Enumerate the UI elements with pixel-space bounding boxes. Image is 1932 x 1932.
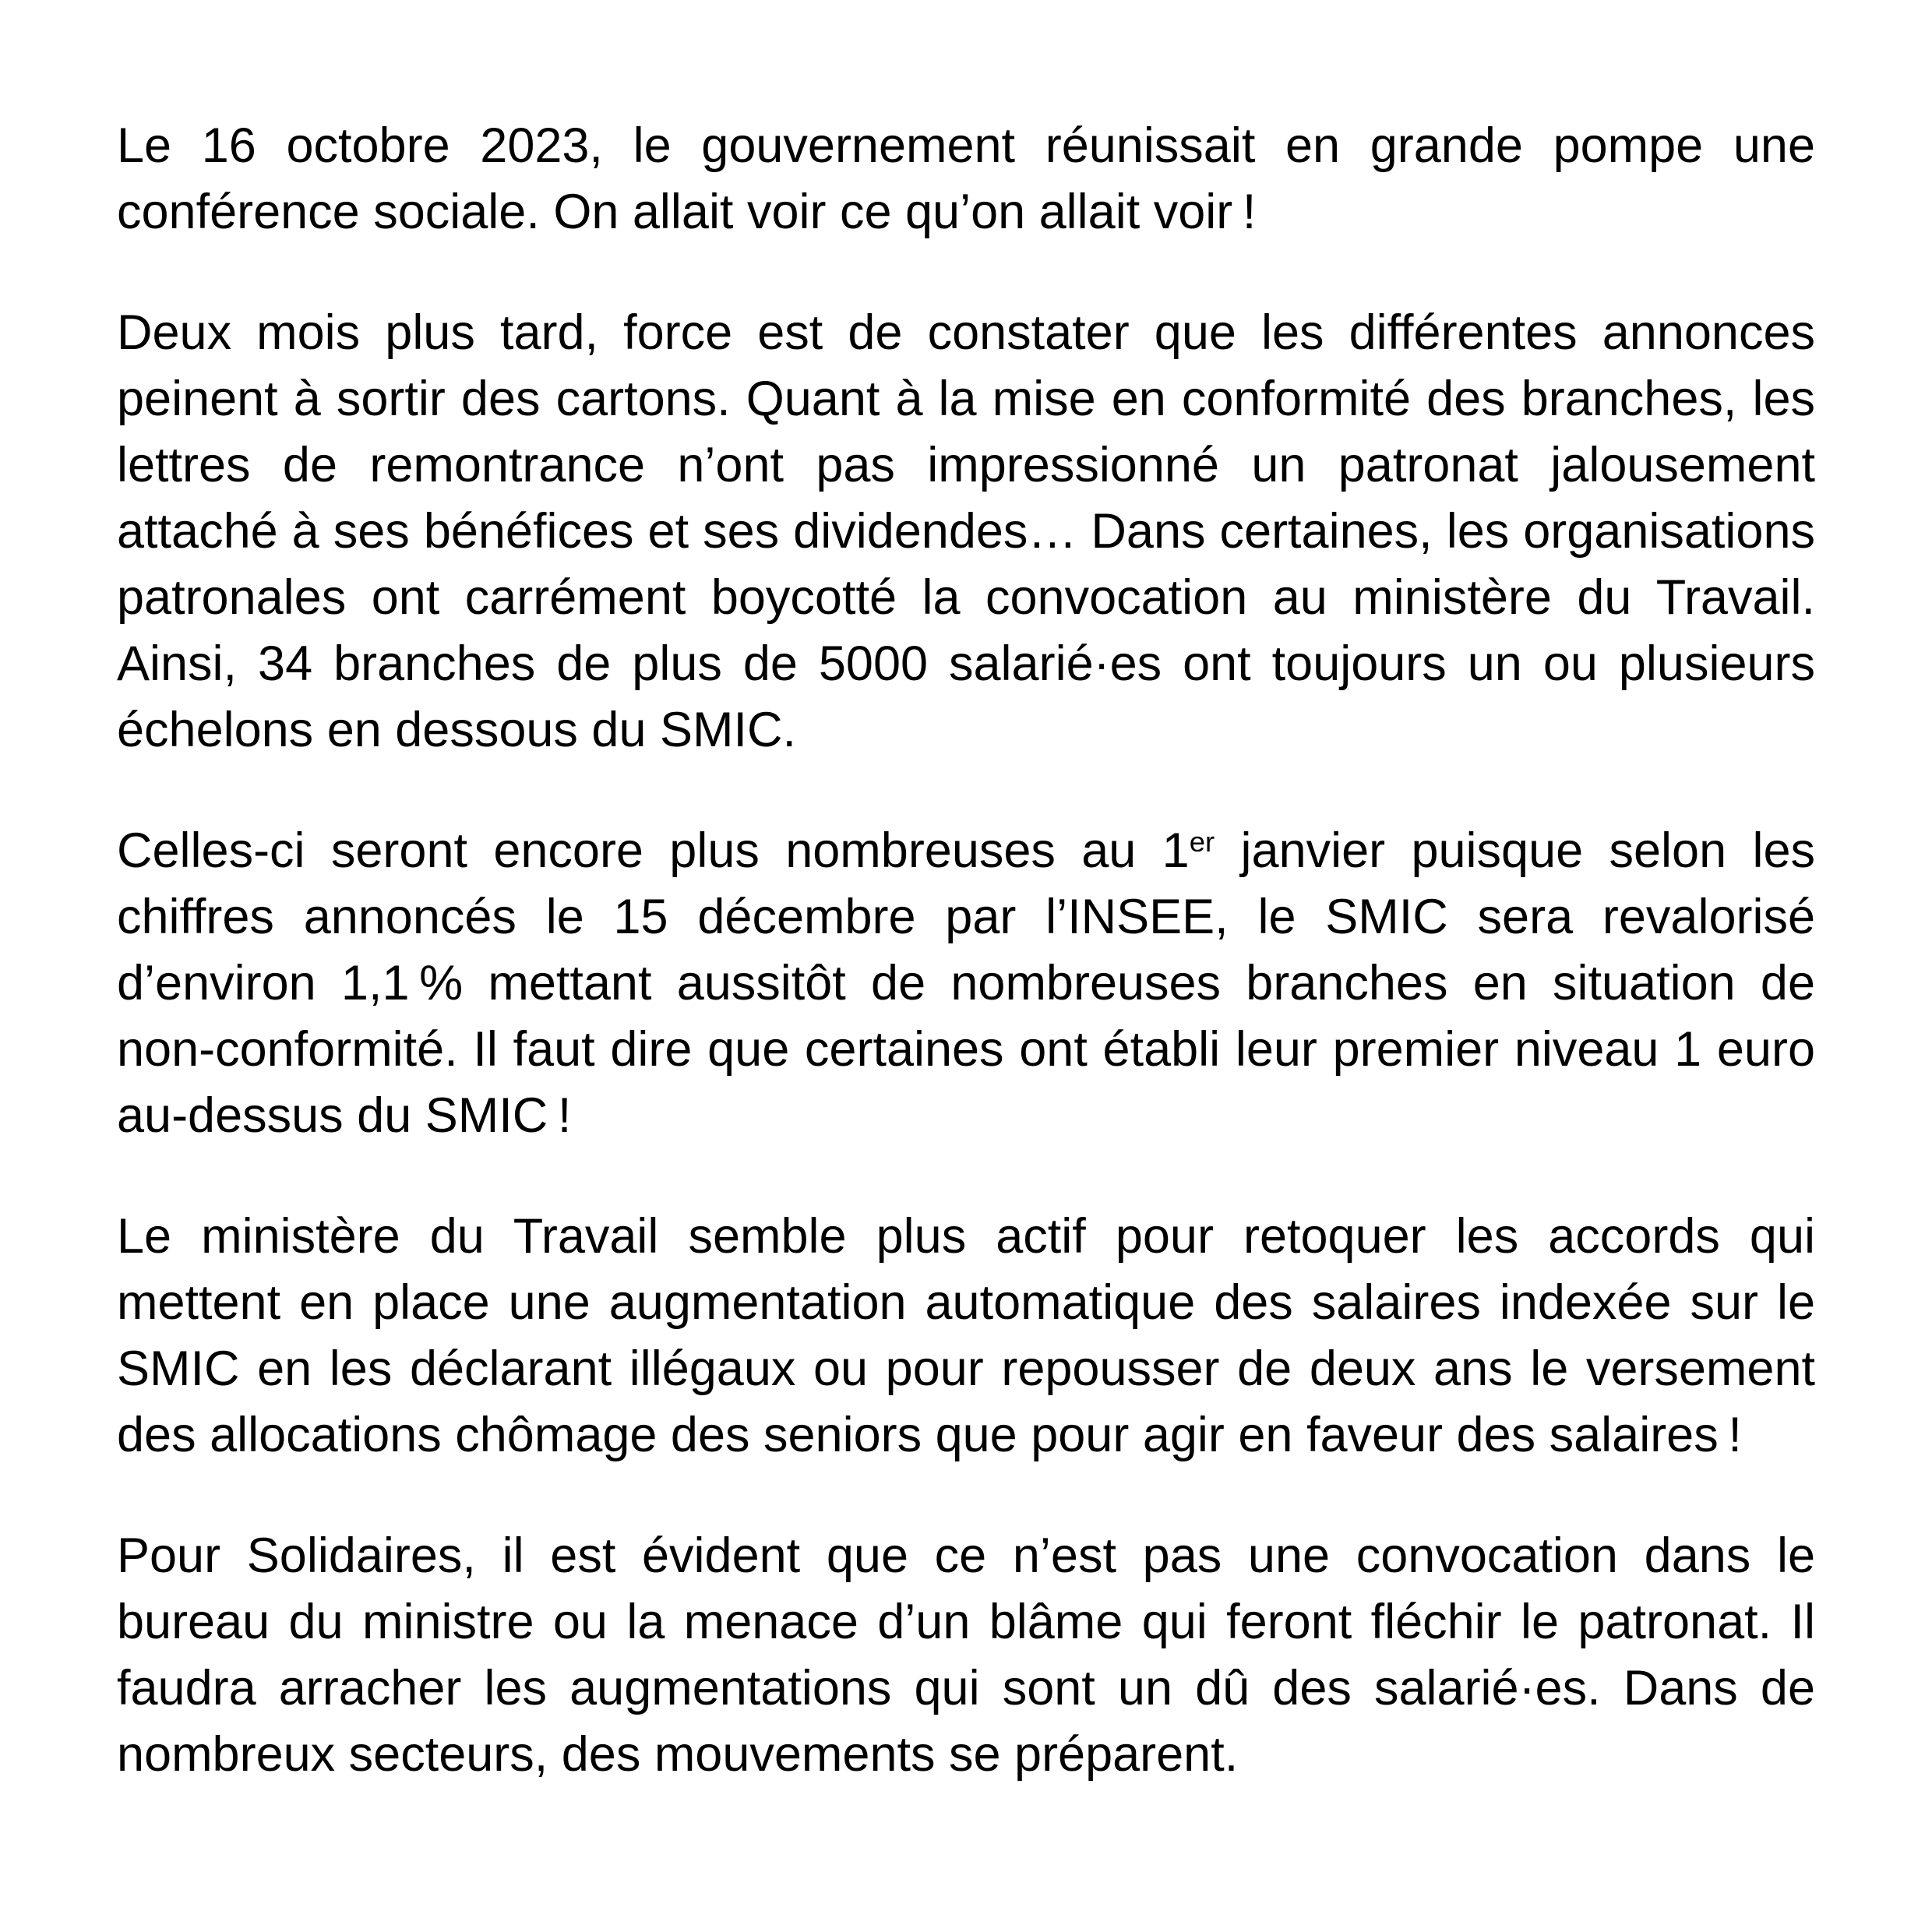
paragraph-constat: Deux mois plus tard, force est de constater que les différentes annonces peinent à sortir des cartons. Quant à la mise en conformité des branches, les lettres de remontrance n’ont pas impressionné un patronat jalousement attaché à ses bénéfices et ses dividendes… Dans certaines, les organisations patronales ont carrément boycotté la convocation au ministère du Travail. Ainsi, 34 branches de plus de 5000 salarié·es ont toujours un ou plusieurs échelons en dessous du SMIC.: [117, 305, 1815, 757]
article-body: [117, 113, 1815, 1788]
paragraph-ministere-travail: Le ministère du Travail semble plus actif pour retoquer les accords qui mettent en place une augmentation automatique des salaires indexée sur le SMIC en les déclarant illégaux ou pour repousser de deux ans le versement des allocations chômage des seniors que pour agir en faveur des salaires !: [117, 1209, 1815, 1462]
paragraph-smic-revalorisation-pre: Celles-ci seront encore plus nombreuses au 1: [117, 823, 1190, 878]
paragraph-solidaires-conclusion: Pour Solidaires, il est évident que ce n’est pas une convocation dans le bureau du ministre ou la menace d’un blâme qui feront fléchir le patronat. Il faudra arracher les augmentations qui sont un dû des salarié·es. Dans de nombreux secteurs, des mouvements se préparent.: [117, 1528, 1815, 1782]
paragraph-smic-revalorisation: [117, 818, 1815, 1149]
paragraph-intro: Le 16 octobre 2023, le gouvernement réunissait en grande pompe une conférence sociale. On allait voir ce qu’on allait voir !: [117, 118, 1815, 239]
paragraph-smic-revalorisation-post: janvier puisque selon les chiffres annoncés le 15 décembre par l’INSEE, le SMIC sera revalorisé d’environ 1,1 % mettant aussitôt de nombreuses branches en situation de non-conformité. Il faut dire que certaines ont établi leur premier niveau 1 euro au-dessus du SMIC !: [117, 823, 1815, 1143]
ordinal-superscript: er: [1189, 825, 1215, 858]
